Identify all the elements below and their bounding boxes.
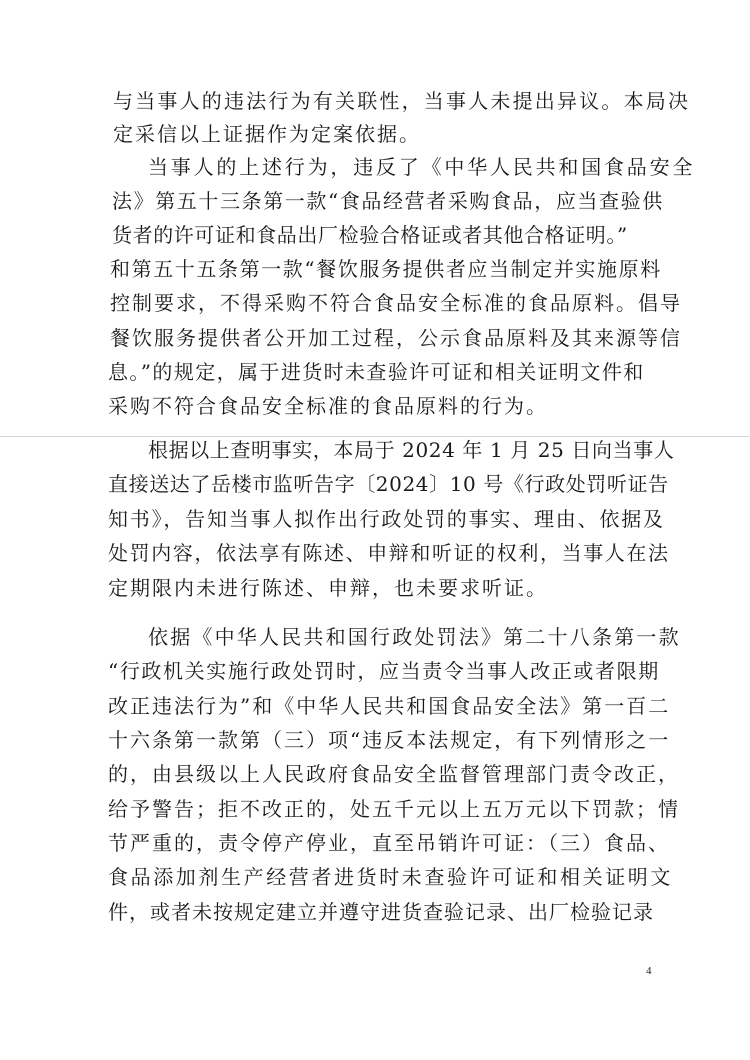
- text-line: 息。”的规定，属于进货时未查验许可证和相关证明文件和: [108, 360, 645, 384]
- text-line: 法》第五十三条第一款“食品经营者采购食品，应当查验供: [112, 189, 664, 213]
- text-line: 直接送达了岳楼市监听告字〔2024〕10 号《行政处罚听证告: [108, 472, 669, 496]
- text-line: 餐饮服务提供者公开加工过程，公示食品原料及其来源等信: [110, 326, 682, 350]
- text-line: 节严重的，责令停产停业，直至吊销许可证：（三）食品、: [108, 831, 670, 855]
- text-line: 知书》，告知当事人拟作出行政处罚的事实、理由、依据及: [108, 507, 665, 531]
- text-line: 处罚内容，依法享有陈述、申辩和听证的权利，当事人在法: [108, 541, 670, 565]
- text-line: 件，或者未按规定建立并遵守进货查验记录、出厂检验记录: [108, 900, 654, 924]
- text-line: “行政机关实施行政处罚时，应当责令当事人改正或者限期: [108, 659, 660, 683]
- text-line: 十六条第一款第（三）项“违反本法规定，有下列情形之一: [108, 728, 671, 752]
- page-number: 4: [646, 965, 652, 977]
- text-line: 改正违法行为”和《中华人民共和国食品安全法》第一百二: [108, 694, 671, 718]
- text-line: 和第五十五条第一款“餐饮服务提供者应当制定并实施原料: [110, 257, 662, 281]
- text-line: 根据以上查明事实，本局于 2024 年 1 月 25 日向当事人: [148, 438, 675, 462]
- text-line: 的，由县级以上人民政府食品安全监督管理部门责令改正，: [108, 762, 680, 786]
- text-line: 采购不符合食品安全标准的食品原料的行为。: [108, 394, 548, 418]
- text-line: 依据《中华人民共和国行政处罚法》第二十八条第一款: [148, 625, 681, 649]
- text-line: 给予警告；拒不改正的，处五千元以上五万元以下罚款；情: [108, 797, 680, 821]
- text-line: 食品添加剂生产经营者进货时未查验许可证和相关证明文: [108, 865, 673, 889]
- text-line: 定期限内未进行陈述、申辩，也未要求听证。: [108, 576, 548, 600]
- text-line: 与当事人的违法行为有关联性，当事人未提出异议。本局决: [113, 89, 691, 113]
- text-line: 控制要求，不得采购不符合食品安全标准的食品原料。倡导: [110, 291, 682, 315]
- text-line: 货者的许可证和食品出厂检验合格证或者其他合格证明。”: [112, 223, 628, 247]
- text-line: 当事人的上述行为，违反了《中华人民共和国食品安全: [148, 155, 696, 179]
- text-line: 定采信以上证据作为定案依据。: [113, 122, 421, 146]
